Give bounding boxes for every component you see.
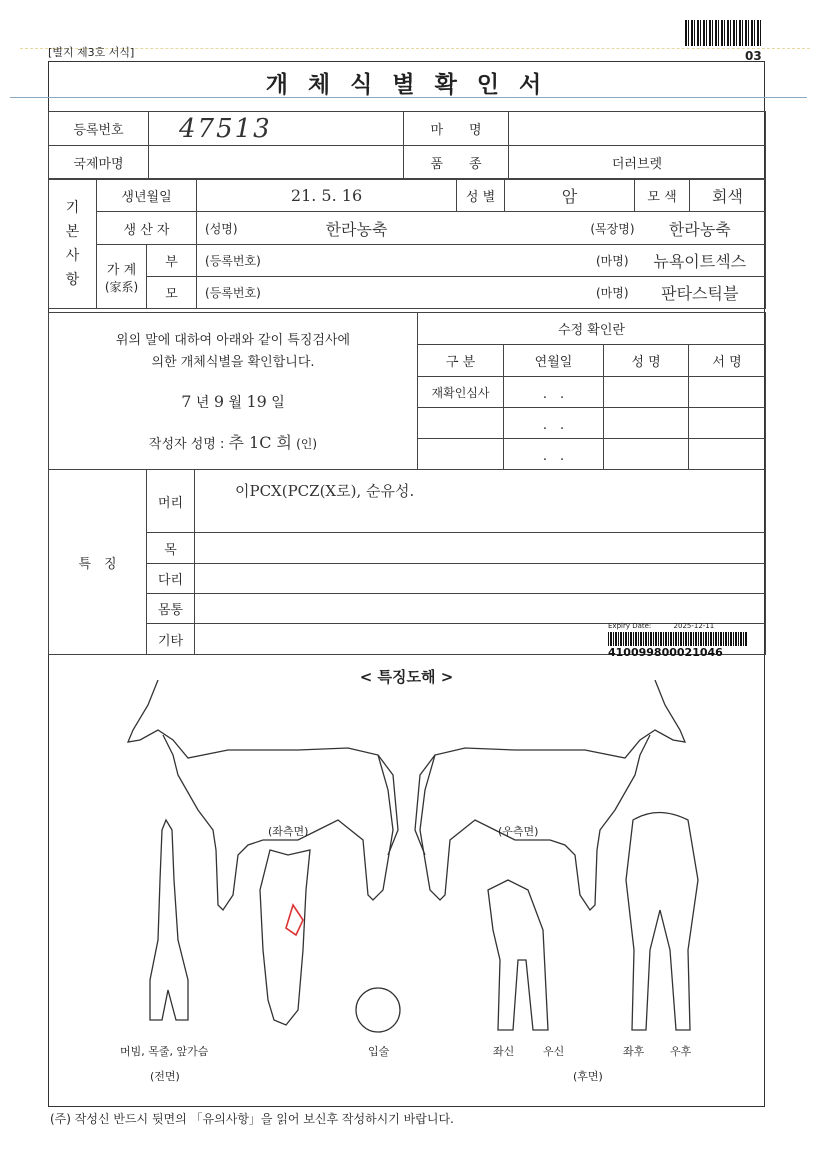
reg-no-label: 등록번호 [49, 112, 149, 146]
sign-cell[interactable] [689, 408, 766, 439]
col-name: 성 명 [604, 345, 689, 377]
horse-diagram [48, 680, 765, 1100]
basic-section-label: 기 본 사 항 [49, 180, 97, 309]
head-label: 머리 [147, 470, 195, 533]
col-sign: 서 명 [689, 345, 766, 377]
body-value[interactable] [195, 594, 766, 624]
form-label: [별지 제3호 서식] [48, 46, 135, 59]
left-side-horse [128, 680, 393, 910]
date-month[interactable]: 9 [213, 391, 225, 411]
legs-value[interactable] [195, 564, 766, 594]
col-type: 구 분 [418, 345, 504, 377]
farm-value[interactable]: 한라농축 [635, 212, 766, 245]
dob-value[interactable]: 21. 5. 16 [197, 180, 457, 212]
col-date: 연월일 [504, 345, 604, 377]
sex-label: 성 별 [457, 180, 505, 212]
date-cell[interactable]: . . [504, 408, 604, 439]
right-front-caption: 우신 [543, 1045, 565, 1058]
type-cell[interactable] [418, 439, 504, 470]
rear-view [626, 813, 698, 1031]
expiry-value: 2025-12-11 [673, 622, 715, 630]
page-title: 개 체 식 별 확 인 서 [265, 72, 548, 98]
top-table [48, 111, 766, 179]
expiry-sticker [608, 622, 748, 660]
sign-cell[interactable] [689, 377, 766, 408]
features-section-label: 특 징 [49, 470, 147, 655]
color-value[interactable]: 회색 [690, 180, 766, 212]
pedigree-label: 가 계 (家系) [97, 245, 147, 309]
sex-value[interactable]: 암 [505, 180, 635, 212]
head-front-view [260, 850, 310, 1025]
dam-reg-label: (등록번호) [197, 277, 457, 309]
sticker-number: 410099800021046 [608, 646, 723, 659]
page-number: 03 [745, 49, 762, 63]
body-label: 몸통 [147, 594, 195, 624]
confirm-table [48, 312, 766, 470]
sign-cell[interactable] [689, 439, 766, 470]
farm-label: (목장명) [457, 212, 635, 245]
neck-value[interactable] [195, 533, 766, 564]
type-cell[interactable] [418, 408, 504, 439]
right-side-tail [415, 755, 435, 855]
sire-name-label: (마명) [457, 245, 635, 277]
front-caption: 머빔, 목줄, 앞가슴 [120, 1045, 209, 1058]
horse-name-value[interactable] [509, 112, 766, 146]
expiry-label: Expiry Date: [608, 622, 652, 630]
front-legs-view [488, 880, 548, 1030]
head-value[interactable]: 이PCX(PCZ(X로), 순유성. [195, 470, 766, 533]
reg-no-value[interactable]: 47513 [149, 112, 404, 146]
divider [20, 48, 810, 49]
sire-label: 부 [147, 245, 197, 277]
right-side-horse [420, 680, 685, 910]
lips-caption: 입술 [368, 1045, 390, 1058]
date-day[interactable]: 19 [246, 391, 267, 411]
breed-value[interactable]: 더러브렛 [509, 146, 766, 179]
left-side-caption: (좌측면) [268, 825, 309, 838]
left-rear-caption: 좌후 [623, 1045, 645, 1058]
correction-title: 수정 확인란 [418, 313, 766, 345]
name-cell[interactable] [604, 408, 689, 439]
left-side-tail [378, 755, 398, 855]
breed-label: 품 종 [404, 146, 509, 179]
other-label: 기타 [147, 624, 195, 655]
right-side-caption: (우측면) [498, 825, 539, 838]
head-marking [286, 905, 303, 935]
intl-name-label: 국제마명 [49, 146, 149, 179]
author-value[interactable]: 추 1C 희 [228, 432, 292, 452]
left-front-caption: 좌신 [493, 1045, 515, 1058]
document-barcode [685, 20, 761, 46]
name-cell[interactable] [604, 439, 689, 470]
producer-name-label: (성명) [197, 212, 257, 245]
dam-label: 모 [147, 277, 197, 309]
date-year[interactable]: 7 [181, 391, 192, 411]
dam-name-label: (마명) [457, 277, 635, 309]
sire-reg-label: (등록번호) [197, 245, 457, 277]
scan-line [10, 97, 807, 98]
neck-label: 목 [147, 533, 195, 564]
producer-label: 생 산 자 [97, 212, 197, 245]
intl-name-value[interactable] [149, 146, 404, 179]
right-rear-caption: 우후 [670, 1045, 692, 1058]
lips-view [356, 988, 400, 1032]
color-label: 모 색 [635, 180, 690, 212]
dob-label: 생년월일 [97, 180, 197, 212]
name-cell[interactable] [604, 377, 689, 408]
dam-name-value[interactable]: 판타스틱블 [635, 277, 766, 309]
diagram-title: < 특징도해 > [359, 668, 454, 686]
date-cell[interactable]: . . [504, 439, 604, 470]
rear-label: (후면) [573, 1070, 603, 1083]
date-cell[interactable]: . . [504, 377, 604, 408]
confirm-statement: 위의 말에 대하여 아래와 같이 특징검사에 의한 개체식별을 확인합니다. 7 년 9 월 19 일 작성자 성명 : 추 1C 희 (인) [49, 313, 418, 470]
producer-name-value[interactable]: 한라농축 [257, 212, 457, 245]
sticker-barcode [608, 632, 748, 646]
basic-info-table [48, 179, 766, 309]
footer-note: (주) 작성신 반드시 뒷면의 「유의사항」을 읽어 보신후 작성하시기 바랍니다. [50, 1112, 454, 1126]
legs-label: 다리 [147, 564, 195, 594]
front-label: (전면) [150, 1070, 180, 1083]
sire-name-value[interactable]: 뉴욕이트섹스 [635, 245, 766, 277]
front-view [150, 820, 188, 1020]
reconfirm-label: 재확인심사 [418, 377, 504, 408]
horse-name-label: 마 명 [404, 112, 509, 146]
